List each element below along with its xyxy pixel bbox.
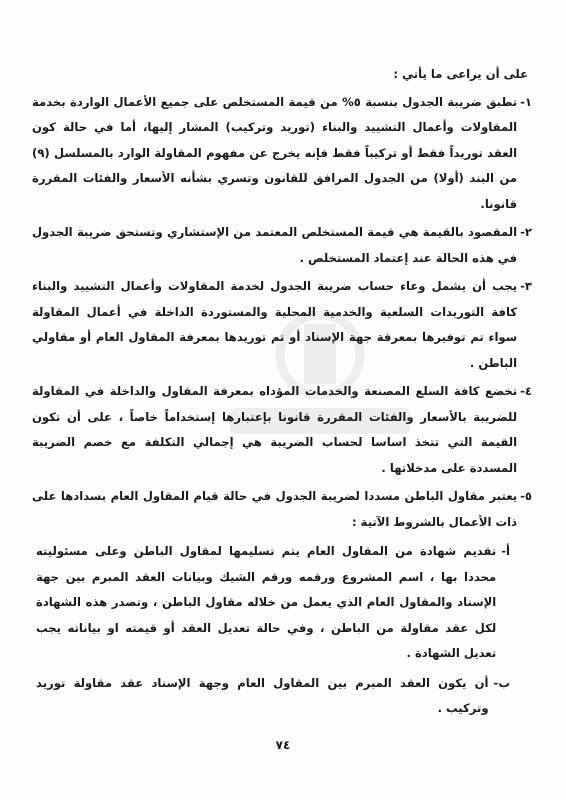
subclause-letter: أ- <box>501 544 510 558</box>
page-number: ٧٤ <box>275 738 291 752</box>
subclause-b <box>36 671 510 722</box>
clause-text: تخضع كافة السلع المصنعة والخدمات المؤداه بمعرفة المقاول والداخلة في المقاولة للضريبة بالأسعار والفئات المقررة قانونا بإعتبارها إستخداماً خاصاً ، على أن تكون القيمة التي تتخذ اساسا لحساب الضريبة هي إجمالي التكلفة مع خصم الضريبة المسددة على مدخلاتها . <box>32 384 518 475</box>
clause-text: يجب أن يشمل وعاء حساب ضريبة الجدول لخدمة المقاولات وأعمال التشييد والبناء كافة التوريدات السلعية والخدمية المحلية والمستوردة الداخلة في أعمال المقاولة سواء تم توفيرها بمعرفة جهة الإسناد أو تم توريدها بمعرفة المقاول العام أو مقاولي الباطن . <box>32 279 518 370</box>
document-body <box>32 62 532 725</box>
clause-number: ١- <box>520 94 532 109</box>
clause-text: تطبق ضريبة الجدول بنسبة ٥% من قيمة المستخلص على جميع الأعمال الواردة بخدمة المقاولات وأعمال التشييد والبناء (توريد وتركيب) المشار إليها، أما في حالة كون العقد توريداً فقط أو تركيباً فقط فإنه يخرج عن مفهوم المقاولة الوارد بالمسلسل (٩) من البند (أولا) من الجدول المرافق للقانون وتسري بشأنه الأسعار والفئات المقررة قانونا. <box>32 94 518 211</box>
clause-text: المقصود بالقيمة هي قيمة المستخلص المعتمد من الإستشاري وتستحق ضريبة الجدول في هذه الحالة عند إعتماد المستخلص . <box>32 225 518 265</box>
clause-1 <box>32 90 532 218</box>
clause-5 <box>32 484 532 535</box>
clause-4 <box>32 379 532 481</box>
clause-text: يعتبر مقاول الباطن مسددا لضريبة الجدول في حالة قيام المقاول العام بسدادها على ذات الأعمال بالشروط الآتية : <box>32 489 518 529</box>
clause-number: ٢- <box>520 225 532 239</box>
subclause-letter: ب- <box>493 675 510 690</box>
clause-3 <box>32 274 532 376</box>
clause-number: ٣- <box>520 279 532 293</box>
subclause-a <box>36 539 510 667</box>
subclause-text: أن يكون العقد المبرم بين المقاول العام وجهة الإسناد عقد مقاولة توريد وتركيب . <box>36 675 489 715</box>
subclause-text: تقديم شهادة من المقاول العام يتم تسليمها لمقاول الباطن وعلى مسئوليته محددا بها ، اسم المشروع ورقمه ورقم الشيك وبيانات العقد المبرم بين جهة الإسناد والمقاول العام الذي يعمل من خلاله مقاول الباطن ، وتصدر هذه الشهادة لكل عقد مقاولة من الباطن ، وفي حالة تعديل العقد أو قيمته او بياناته يجب تعديل الشهادة . <box>36 544 497 660</box>
intro-line: على أن يراعى ما يأتي : <box>393 67 528 81</box>
clause-number: ٤- <box>520 384 532 398</box>
clause-number: ٥- <box>520 489 532 503</box>
clause-2 <box>32 220 532 271</box>
